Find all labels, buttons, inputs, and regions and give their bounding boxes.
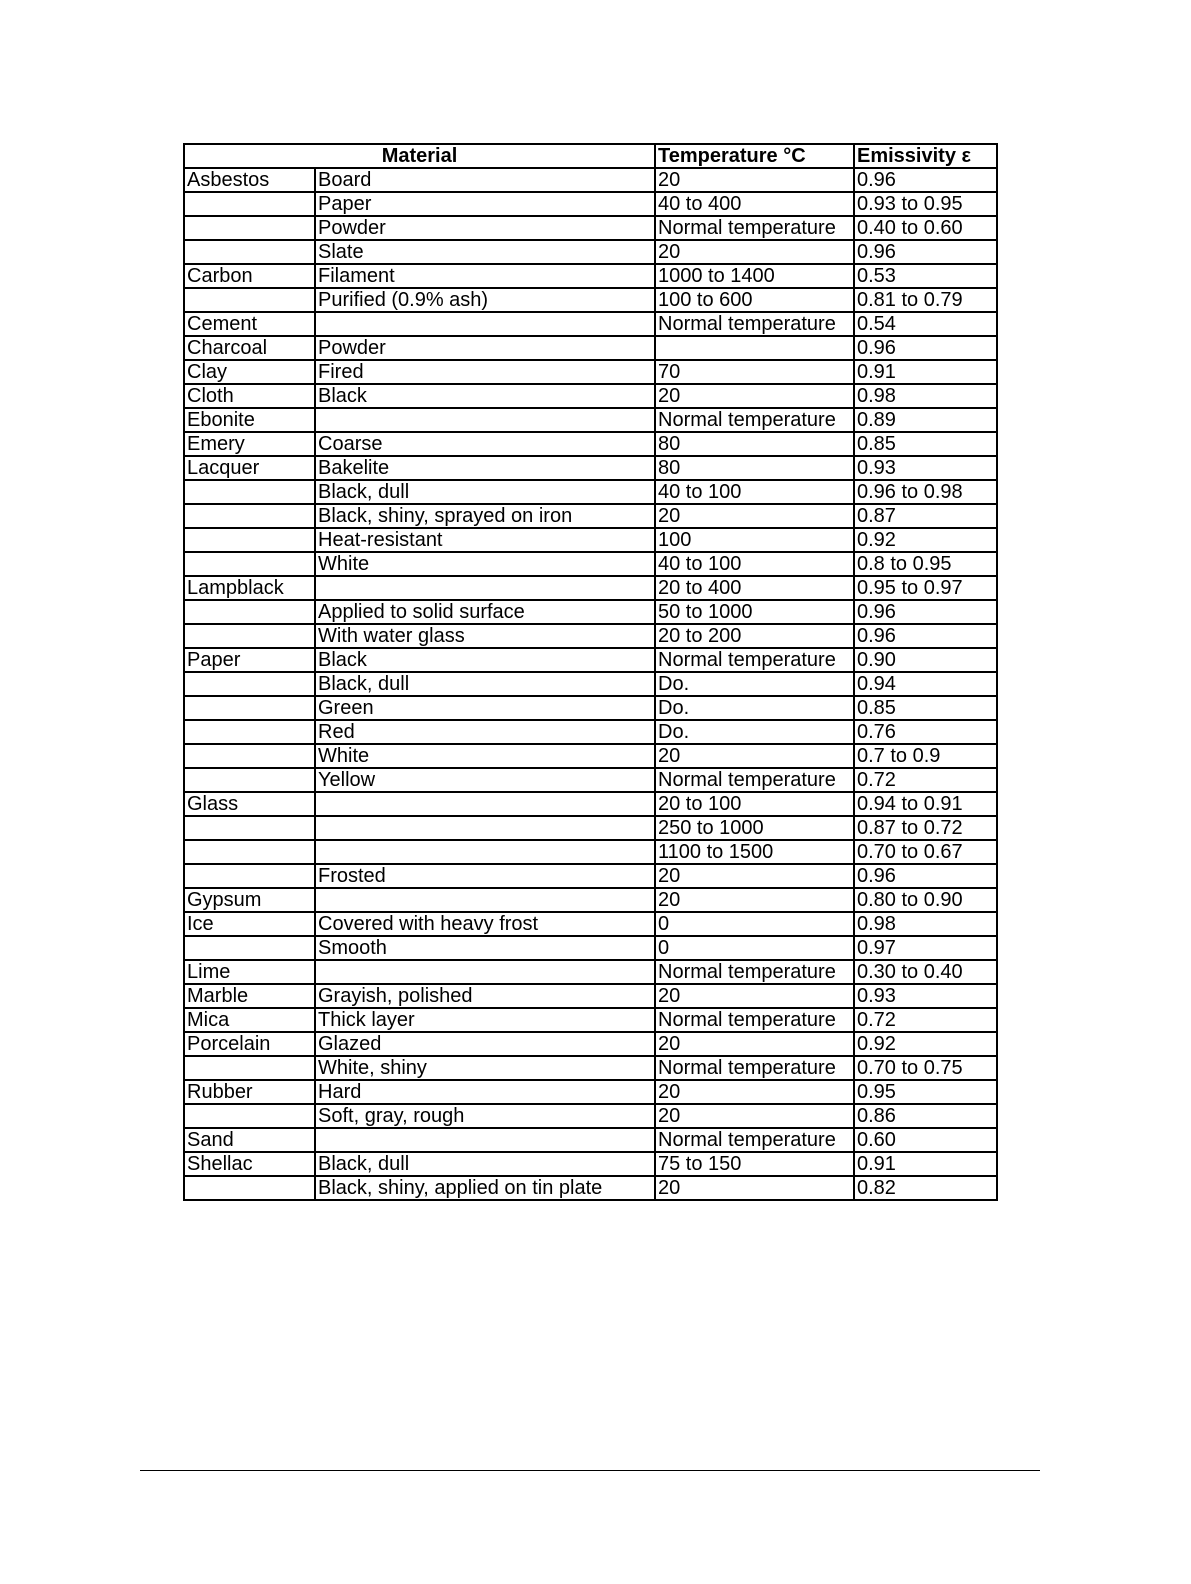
temperature-cell: 40 to 400: [655, 192, 854, 216]
emissivity-cell: 0.72: [854, 1008, 997, 1032]
material-cell: Glass: [184, 792, 315, 816]
emissivity-cell: 0.96: [854, 864, 997, 888]
material-cell: Lampblack: [184, 576, 315, 600]
table-row: [184, 240, 997, 264]
material-cell: [184, 720, 315, 744]
variant-cell: White, shiny: [315, 1056, 655, 1080]
emissivity-cell: 0.72: [854, 768, 997, 792]
table-row: [184, 504, 997, 528]
emissivity-cell: 0.95: [854, 1080, 997, 1104]
temperature-cell: 50 to 1000: [655, 600, 854, 624]
material-cell: [184, 1176, 315, 1200]
variant-cell: Coarse: [315, 432, 655, 456]
table-row: [184, 888, 997, 912]
material-cell: Shellac: [184, 1152, 315, 1176]
variant-cell: Smooth: [315, 936, 655, 960]
variant-cell: Covered with heavy frost: [315, 912, 655, 936]
table-row: [184, 192, 997, 216]
material-cell: [184, 504, 315, 528]
table-row: [184, 936, 997, 960]
emissivity-cell: 0.70 to 0.67: [854, 840, 997, 864]
variant-cell: White: [315, 552, 655, 576]
variant-cell: [315, 1128, 655, 1152]
table-row: [184, 864, 997, 888]
emissivity-cell: 0.54: [854, 312, 997, 336]
emissivity-cell: 0.80 to 0.90: [854, 888, 997, 912]
emissivity-cell: 0.90: [854, 648, 997, 672]
temperature-cell: 40 to 100: [655, 552, 854, 576]
temperature-cell: Normal temperature: [655, 1056, 854, 1080]
temperature-cell: 20 to 200: [655, 624, 854, 648]
temperature-cell: 100: [655, 528, 854, 552]
temperature-header: Temperature °C: [655, 144, 854, 168]
temperature-cell: 20: [655, 168, 854, 192]
emissivity-cell: 0.94: [854, 672, 997, 696]
emissivity-cell: 0.93: [854, 456, 997, 480]
table-row: [184, 840, 997, 864]
temperature-cell: 100 to 600: [655, 288, 854, 312]
material-cell: Clay: [184, 360, 315, 384]
table-row: [184, 1032, 997, 1056]
table-row: [184, 360, 997, 384]
emissivity-cell: 0.60: [854, 1128, 997, 1152]
emissivity-cell: 0.96: [854, 624, 997, 648]
variant-cell: Soft, gray, rough: [315, 1104, 655, 1128]
material-cell: [184, 192, 315, 216]
material-cell: [184, 528, 315, 552]
footer-rule: [140, 1470, 1040, 1471]
material-cell: Lime: [184, 960, 315, 984]
temperature-cell: Normal temperature: [655, 408, 854, 432]
variant-cell: Purified (0.9% ash): [315, 288, 655, 312]
table-row: [184, 312, 997, 336]
table-row: [184, 1104, 997, 1128]
variant-cell: Powder: [315, 336, 655, 360]
material-cell: [184, 216, 315, 240]
temperature-cell: 20: [655, 240, 854, 264]
temperature-cell: 20: [655, 888, 854, 912]
table-body: [184, 168, 997, 1200]
material-cell: [184, 1056, 315, 1080]
material-cell: Emery: [184, 432, 315, 456]
temperature-cell: 20: [655, 384, 854, 408]
emissivity-cell: 0.82: [854, 1176, 997, 1200]
variant-cell: [315, 576, 655, 600]
table-row: [184, 720, 997, 744]
temperature-cell: 40 to 100: [655, 480, 854, 504]
emissivity-cell: 0.76: [854, 720, 997, 744]
emissivity-cell: 0.91: [854, 360, 997, 384]
material-cell: Paper: [184, 648, 315, 672]
emissivity-cell: 0.91: [854, 1152, 997, 1176]
variant-cell: [315, 888, 655, 912]
temperature-cell: 20: [655, 744, 854, 768]
variant-cell: Board: [315, 168, 655, 192]
table-row: [184, 216, 997, 240]
temperature-cell: 75 to 150: [655, 1152, 854, 1176]
temperature-cell: 20: [655, 1032, 854, 1056]
variant-cell: Applied to solid surface: [315, 600, 655, 624]
table-row: [184, 528, 997, 552]
temperature-cell: 80: [655, 432, 854, 456]
material-cell: Ice: [184, 912, 315, 936]
emissivity-cell: 0.7 to 0.9: [854, 744, 997, 768]
table-row: [184, 768, 997, 792]
table-row: [184, 384, 997, 408]
emissivity-cell: 0.96: [854, 240, 997, 264]
variant-cell: [315, 816, 655, 840]
variant-cell: Fired: [315, 360, 655, 384]
material-cell: [184, 936, 315, 960]
material-cell: Asbestos: [184, 168, 315, 192]
emissivity-header: Emissivity ε: [854, 144, 997, 168]
table-row: [184, 624, 997, 648]
emissivity-cell: 0.85: [854, 432, 997, 456]
variant-cell: Black, shiny, sprayed on iron: [315, 504, 655, 528]
emissivity-cell: 0.96: [854, 336, 997, 360]
temperature-cell: Do.: [655, 720, 854, 744]
temperature-cell: 20: [655, 984, 854, 1008]
table-row: [184, 984, 997, 1008]
material-cell: [184, 768, 315, 792]
variant-cell: Powder: [315, 216, 655, 240]
material-cell: [184, 864, 315, 888]
emissivity-cell: 0.93 to 0.95: [854, 192, 997, 216]
emissivity-cell: 0.92: [854, 1032, 997, 1056]
temperature-cell: Normal temperature: [655, 768, 854, 792]
table-row: [184, 480, 997, 504]
variant-cell: Glazed: [315, 1032, 655, 1056]
material-cell: [184, 288, 315, 312]
temperature-cell: 70: [655, 360, 854, 384]
header-row: [184, 144, 997, 168]
temperature-cell: 20 to 400: [655, 576, 854, 600]
emissivity-cell: 0.89: [854, 408, 997, 432]
temperature-cell: 20: [655, 504, 854, 528]
material-cell: Mica: [184, 1008, 315, 1032]
table-row: [184, 648, 997, 672]
material-cell: [184, 672, 315, 696]
temperature-cell: 20: [655, 1104, 854, 1128]
variant-cell: With water glass: [315, 624, 655, 648]
variant-cell: Heat-resistant: [315, 528, 655, 552]
variant-cell: Grayish, polished: [315, 984, 655, 1008]
variant-cell: Black, dull: [315, 672, 655, 696]
emissivity-cell: 0.81 to 0.79: [854, 288, 997, 312]
temperature-cell: Normal temperature: [655, 960, 854, 984]
material-cell: Marble: [184, 984, 315, 1008]
material-cell: Porcelain: [184, 1032, 315, 1056]
table-row: [184, 336, 997, 360]
emissivity-cell: 0.92: [854, 528, 997, 552]
emissivity-cell: 0.8 to 0.95: [854, 552, 997, 576]
variant-cell: Black: [315, 384, 655, 408]
variant-cell: Black, dull: [315, 1152, 655, 1176]
material-cell: Lacquer: [184, 456, 315, 480]
emissivity-cell: 0.98: [854, 384, 997, 408]
material-cell: [184, 552, 315, 576]
variant-cell: Yellow: [315, 768, 655, 792]
material-cell: Rubber: [184, 1080, 315, 1104]
table-row: [184, 1056, 997, 1080]
variant-cell: [315, 408, 655, 432]
material-cell: Sand: [184, 1128, 315, 1152]
material-cell: [184, 480, 315, 504]
emissivity-cell: 0.30 to 0.40: [854, 960, 997, 984]
temperature-cell: 0: [655, 936, 854, 960]
emissivity-cell: 0.85: [854, 696, 997, 720]
emissivity-cell: 0.93: [854, 984, 997, 1008]
table-row: [184, 792, 997, 816]
variant-cell: Bakelite: [315, 456, 655, 480]
variant-cell: [315, 840, 655, 864]
emissivity-cell: 0.97: [854, 936, 997, 960]
variant-cell: Thick layer: [315, 1008, 655, 1032]
material-cell: [184, 816, 315, 840]
variant-cell: Green: [315, 696, 655, 720]
table-row: [184, 288, 997, 312]
material-header: Material: [184, 144, 655, 168]
variant-cell: Black, shiny, applied on tin plate: [315, 1176, 655, 1200]
temperature-cell: [655, 336, 854, 360]
emissivity-cell: 0.96 to 0.98: [854, 480, 997, 504]
table-row: [184, 1176, 997, 1200]
emissivity-cell: 0.98: [854, 912, 997, 936]
material-cell: [184, 240, 315, 264]
table-row: [184, 960, 997, 984]
material-cell: Ebonite: [184, 408, 315, 432]
temperature-cell: Do.: [655, 696, 854, 720]
table-row: [184, 744, 997, 768]
table-row: [184, 264, 997, 288]
temperature-cell: 20 to 100: [655, 792, 854, 816]
table-row: [184, 600, 997, 624]
temperature-cell: 1100 to 1500: [655, 840, 854, 864]
variant-cell: Hard: [315, 1080, 655, 1104]
material-cell: Carbon: [184, 264, 315, 288]
table-row: [184, 432, 997, 456]
temperature-cell: 20: [655, 864, 854, 888]
variant-cell: [315, 792, 655, 816]
emissivity-cell: 0.96: [854, 168, 997, 192]
material-cell: Gypsum: [184, 888, 315, 912]
table-row: [184, 1152, 997, 1176]
temperature-cell: Normal temperature: [655, 312, 854, 336]
temperature-cell: 250 to 1000: [655, 816, 854, 840]
variant-cell: Slate: [315, 240, 655, 264]
material-cell: [184, 744, 315, 768]
table-row: [184, 168, 997, 192]
variant-cell: [315, 312, 655, 336]
variant-cell: Filament: [315, 264, 655, 288]
emissivity-cell: 0.70 to 0.75: [854, 1056, 997, 1080]
material-cell: Cement: [184, 312, 315, 336]
emissivity-cell: 0.40 to 0.60: [854, 216, 997, 240]
temperature-cell: 20: [655, 1176, 854, 1200]
temperature-cell: 1000 to 1400: [655, 264, 854, 288]
material-cell: [184, 696, 315, 720]
emissivity-cell: 0.87 to 0.72: [854, 816, 997, 840]
variant-cell: Black, dull: [315, 480, 655, 504]
emissivity-cell: 0.96: [854, 600, 997, 624]
table-row: [184, 576, 997, 600]
temperature-cell: 0: [655, 912, 854, 936]
table-row: [184, 816, 997, 840]
table-row: [184, 456, 997, 480]
material-cell: [184, 840, 315, 864]
temperature-cell: 20: [655, 1080, 854, 1104]
material-cell: [184, 600, 315, 624]
table-row: [184, 912, 997, 936]
variant-cell: Paper: [315, 192, 655, 216]
material-cell: Cloth: [184, 384, 315, 408]
table-row: [184, 696, 997, 720]
table-row: [184, 1128, 997, 1152]
emissivity-table: [183, 143, 998, 1201]
variant-cell: [315, 960, 655, 984]
table-row: [184, 672, 997, 696]
variant-cell: Frosted: [315, 864, 655, 888]
temperature-cell: Normal temperature: [655, 216, 854, 240]
variant-cell: Red: [315, 720, 655, 744]
variant-cell: Black: [315, 648, 655, 672]
temperature-cell: Do.: [655, 672, 854, 696]
table-row: [184, 552, 997, 576]
emissivity-cell: 0.86: [854, 1104, 997, 1128]
temperature-cell: Normal temperature: [655, 1008, 854, 1032]
material-cell: [184, 624, 315, 648]
temperature-cell: Normal temperature: [655, 1128, 854, 1152]
emissivity-cell: 0.87: [854, 504, 997, 528]
table-row: [184, 408, 997, 432]
emissivity-cell: 0.53: [854, 264, 997, 288]
variant-cell: White: [315, 744, 655, 768]
temperature-cell: 80: [655, 456, 854, 480]
table-row: [184, 1080, 997, 1104]
material-cell: Charcoal: [184, 336, 315, 360]
table-row: [184, 1008, 997, 1032]
material-cell: [184, 1104, 315, 1128]
emissivity-cell: 0.95 to 0.97: [854, 576, 997, 600]
emissivity-cell: 0.94 to 0.91: [854, 792, 997, 816]
temperature-cell: Normal temperature: [655, 648, 854, 672]
